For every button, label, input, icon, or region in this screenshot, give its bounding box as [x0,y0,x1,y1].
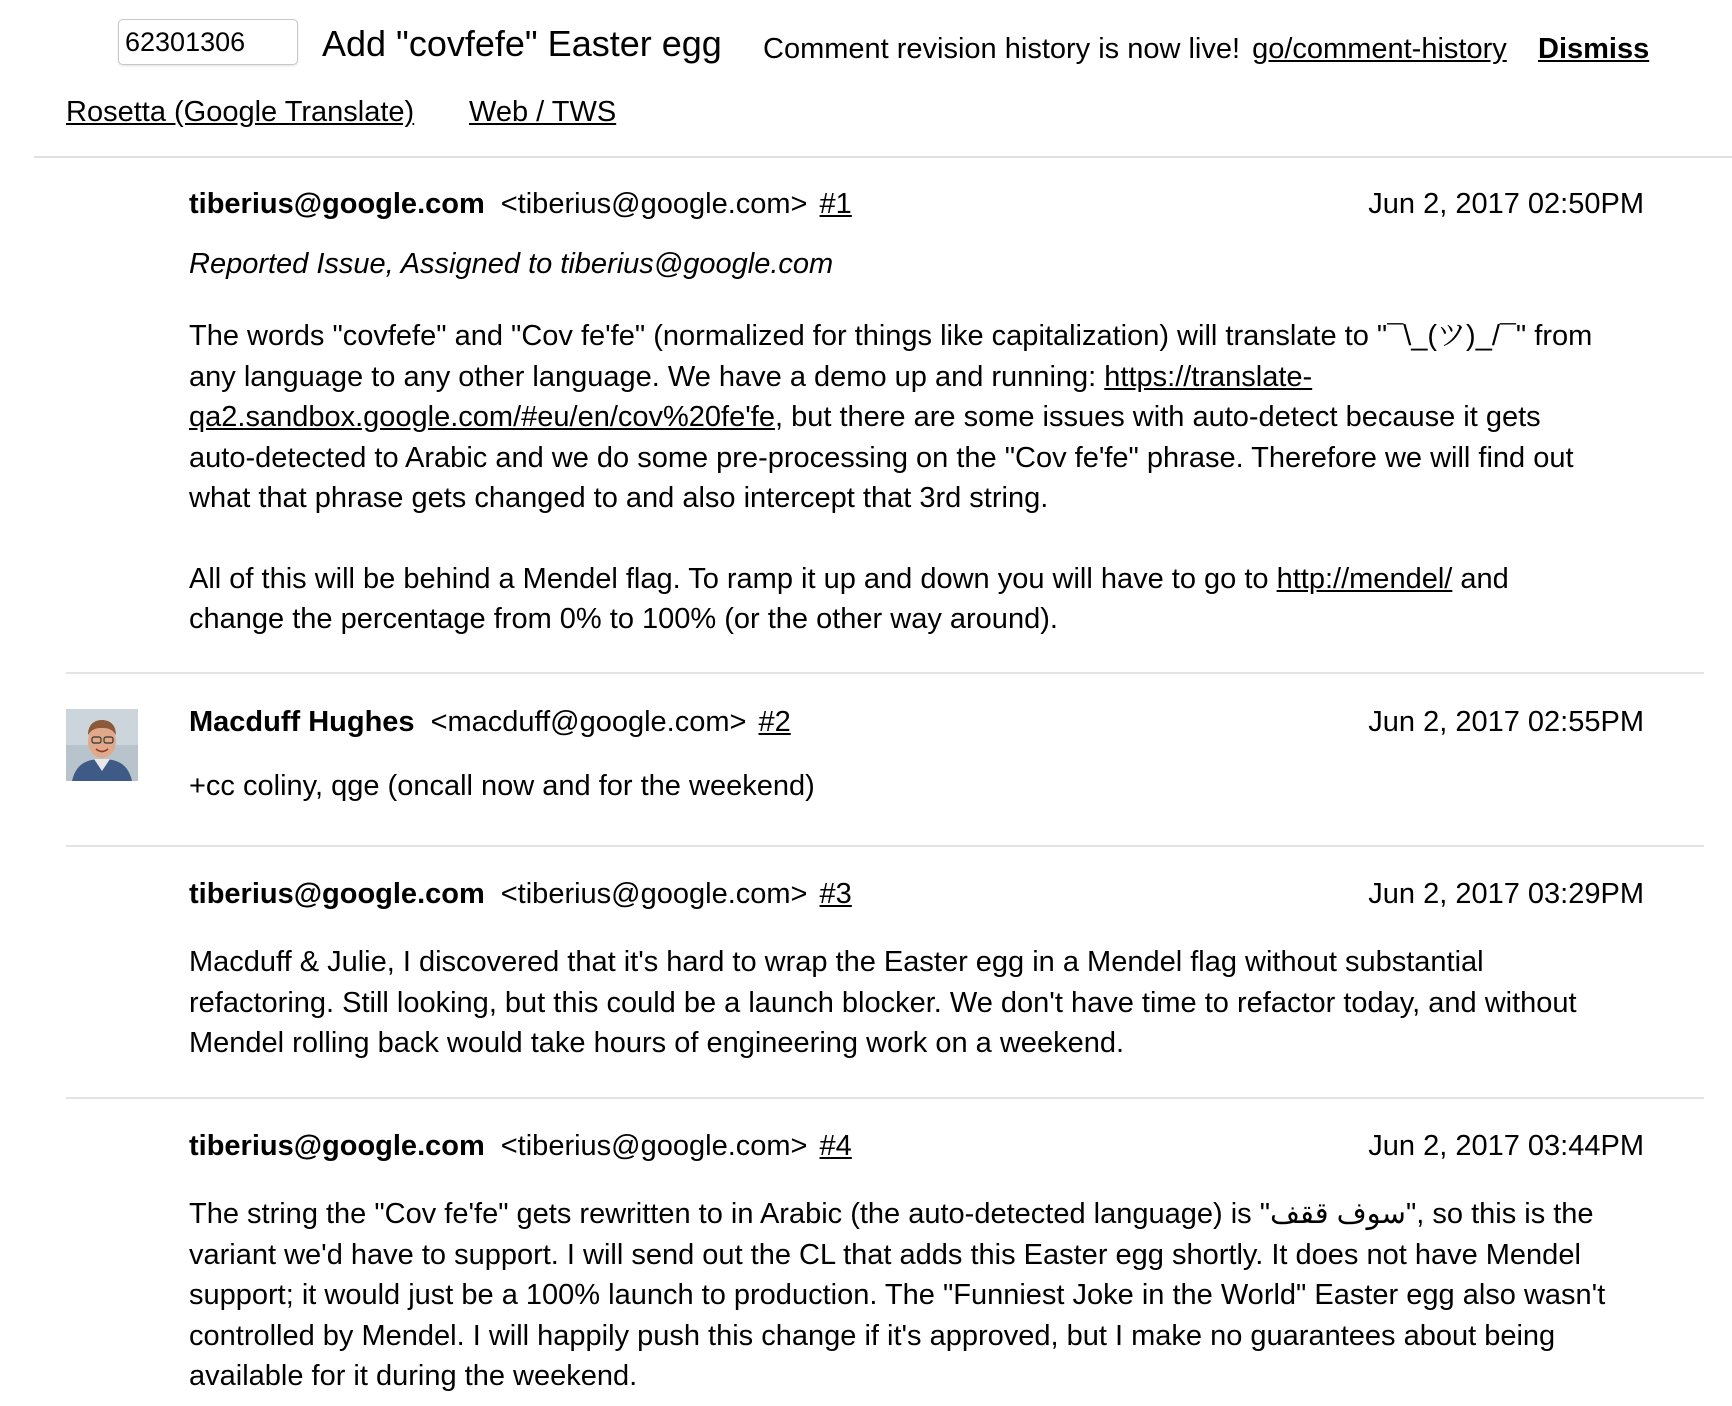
comment-text: All of this will be behind a Mendel flag. To ramp it up and down you will have to go to [189,562,1277,595]
header-divider [34,156,1732,158]
comment-text: and change the percentage from 0% to 100% (or the other way around). [189,562,1509,635]
dismiss-button[interactable]: Dismiss [1538,33,1650,65]
comment-2 [66,706,1704,836]
arabic-phrase: سوف ققف [1270,1198,1406,1230]
comment-divider [66,1097,1704,1099]
comment-1 [66,188,1704,658]
comment-text: The string the "Cov fe'fe" gets rewritten to in Arabic (the auto-detected language) is " [189,1198,1271,1230]
comment-divider [66,845,1704,847]
comment-text: Macduff & Julie, I discovered that it's hard to wrap the Easter egg in a Mendel flag without substantial refactoring. Still looking, but this could be a launch blocker. We don't have time to refactor today, and without Mendel rolling back would take hours of engineering work on a weekend. [189,946,1577,1059]
comment-status: Reported Issue, Assigned to tiberius@google.com [189,248,834,280]
comment-author: tiberius@google.com [189,878,485,910]
comment-number-link[interactable]: #3 [819,878,852,910]
issue-id-field[interactable] [118,19,298,65]
comment-text: The words "covfefe" and "Cov fe'fe" (normalized for things like capitalization) will translate to "¯\_(ツ)_/¯" from any language to any other language. We have a demo up and running: [189,320,1593,393]
comment-body [189,766,1609,807]
comment-author-email: <tiberius@google.com> [500,1130,808,1162]
comment-text: ", so this is the variant we'd have to support. I will send out the CL that adds this Easter egg shortly. It does not have Mendel support; it would just be a 100% launch to production. The "Funniest Joke in the World" Easter egg also wasn't controlled by Mendel. I will happily push this change if it's approved, but I make no guarantees about being available for it during the weekend. [189,1198,1606,1392]
demo-link[interactable]: https://translate-qa2.sandbox.google.com/#eu/en/cov%20fe'fe [189,360,1313,433]
issue-header [0,0,1732,158]
comment-paragraph [189,316,1609,519]
comment-timestamp: Jun 2, 2017 02:55PM [1368,706,1644,738]
issue-title: Add "covfefe" Easter egg [322,23,722,64]
comment-body [189,942,1609,1064]
comment-body [189,316,1609,640]
comment-author-line [189,188,852,221]
comment-4 [66,1130,1704,1406]
comment-timestamp: Jun 2, 2017 02:50PM [1368,188,1644,220]
comment-text: , but there are some issues with auto-detect because it gets auto-detected to Arabic and we do some pre-processing on the "Cov fe'fe" phrase. Therefore we will find out what that phrase gets changed to and also intercept that 3rd string. [189,401,1574,514]
comment-author-line [189,706,791,739]
comment-author-email: <tiberius@google.com> [500,878,808,910]
comment-author: Macduff Hughes [189,706,415,738]
comment-timestamp: Jun 2, 2017 03:44PM [1368,1130,1644,1162]
comment-divider [66,672,1704,674]
avatar [66,709,138,781]
notice-text: Comment revision history is now live! [763,33,1241,65]
comment-author-line [189,1130,852,1163]
mendel-link[interactable]: http://mendel/ [1276,562,1453,595]
comment-paragraph [189,1194,1609,1397]
component-link-web-tws[interactable]: Web / TWS [469,96,617,128]
comment-author-email: <macduff@google.com> [430,706,747,738]
comment-timestamp: Jun 2, 2017 03:29PM [1368,878,1644,910]
comment-number-link[interactable]: #1 [819,188,852,220]
comment-history-link[interactable]: go/comment-history [1252,33,1507,65]
comment-body [189,1194,1609,1397]
user-photo-icon [66,709,138,781]
comment-author: tiberius@google.com [189,1130,485,1162]
comment-author-email: <tiberius@google.com> [500,188,808,220]
comment-paragraph [189,559,1609,640]
comment-author-line [189,878,852,911]
component-link-rosetta[interactable]: Rosetta (Google Translate) [66,96,415,128]
comment-number-link[interactable]: #4 [819,1130,852,1162]
comment-3 [66,878,1704,1078]
comment-text: +cc coliny, qge (oncall now and for the weekend) [189,770,815,802]
comment-author: tiberius@google.com [189,188,485,220]
revision-history-notice [763,33,1507,66]
comment-number-link[interactable]: #2 [758,706,791,738]
